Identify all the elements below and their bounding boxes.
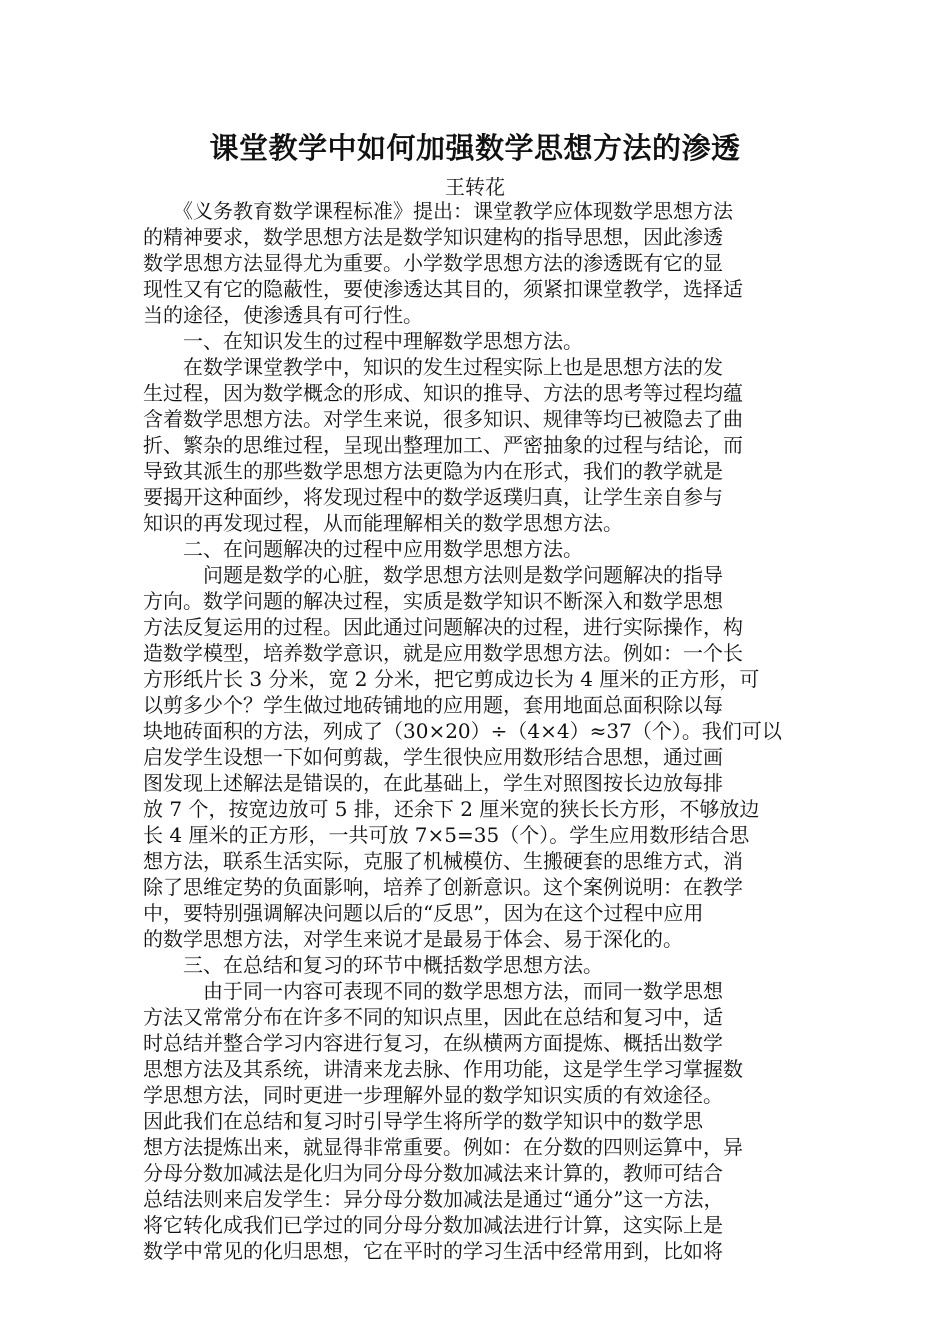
text-line: 导致其派生的那些数学思想方法更隐为内在形式，我们的教学就是 [143, 459, 723, 483]
text-line: 由于同一内容可表现不同的数学思想方法，而同一数学思想 [143, 979, 723, 1003]
text-line: 除了思维定势的负面影响，培养了创新意识。这个案例说明：在教学 [143, 875, 743, 899]
text-line: 知识的再发现过程，从而能理解相关的数学思想方法。 [143, 511, 623, 535]
text-line: 《义务教育数学课程标准》提出：课堂教学应体现数学思想方法 [143, 199, 733, 223]
text-line: 分母分数加减法是化归为同分母分数加减法来计算的，教师可结合 [143, 1161, 723, 1185]
text-line: 启发学生设想一下如何剪裁，学生很快应用数形结合思想，通过画 [143, 745, 723, 769]
text-line: 现性又有它的隐蔽性，要使渗透达其目的，须紧扣课堂教学，选择适 [143, 277, 743, 301]
text-line: 将它转化成我们已学过的同分母分数加减法进行计算，这实际上是 [143, 1213, 723, 1237]
text-line: 思想方法及其系统，讲清来龙去脉、作用功能，这是学生学习掌握数 [143, 1057, 743, 1081]
text-line: 因此我们在总结和复习时引导学生将所学的数学知识中的数学思 [143, 1109, 703, 1133]
text-line: 三、在总结和复习的环节中概括数学思想方法。 [143, 953, 603, 977]
text-line: 方法又常常分布在许多不同的知识点里，因此在总结和复习中，适 [143, 1005, 723, 1029]
text-line: 方法反复运用的过程。因此通过问题解决的过程，进行实际操作，构 [143, 615, 743, 639]
text-line: 图发现上述解法是错误的，在此基础上，学生对照图按长边放每排 [143, 771, 723, 795]
document-title: 课堂教学中如何加强数学思想方法的渗透 [209, 131, 741, 165]
text-line: 总结法则来启发学生：异分母分数加减法是通过“通分”这一方法， [143, 1187, 724, 1211]
text-line: 数学思想方法显得尤为重要。小学数学思想方法的渗透既有它的显 [143, 251, 723, 275]
text-line: 方向。数学问题的解决过程，实质是数学知识不断深入和数学思想 [143, 589, 723, 613]
text-line: 中，要特别强调解决问题以后的“反思”，因为在这个过程中应用 [143, 901, 704, 925]
text-line: 当的途径，使渗透具有可行性。 [143, 303, 423, 327]
author-name: 王转花 [445, 175, 505, 199]
text-line: 想方法，联系生活实际，克服了机械模仿、生搬硬套的思维方式，消 [143, 849, 743, 873]
text-line: 想方法提炼出来，就显得非常重要。例如：在分数的四则运算中，异 [143, 1135, 743, 1159]
text-line: 造数学模型，培养数学意识，就是应用数学思想方法。例如：一个长 [143, 641, 743, 665]
text-line: 问题是数学的心脏，数学思想方法则是数学问题解决的指导 [143, 563, 723, 587]
text-line: 块地砖面积的方法，列成了（30×20）÷（4×4）≈37（个）。我们可以 [143, 719, 782, 743]
text-line: 长 4 厘米的正方形，一共可放 7×5=35（个）。学生应用数形结合思 [143, 823, 750, 847]
text-line: 的数学思想方法，对学生来说才是最易于体会、易于深化的。 [143, 927, 683, 951]
text-line: 要揭开这种面纱，将发现过程中的数学返璞归真，让学生亲自参与 [143, 485, 723, 509]
text-line: 数学中常见的化归思想，它在平时的学习生活中经常用到，比如将 [143, 1239, 723, 1263]
text-line: 方形纸片长 3 分米，宽 2 分米，把它剪成边长为 4 厘米的正方形，可 [143, 667, 760, 691]
text-line: 在数学课堂教学中，知识的发生过程实际上也是思想方法的发 [143, 355, 723, 379]
text-line: 时总结并整合学习内容进行复习，在纵横两方面提炼、概括出数学 [143, 1031, 723, 1055]
text-line: 二、在问题解决的过程中应用数学思想方法。 [143, 537, 583, 561]
text-line: 生过程，因为数学概念的形成、知识的推导、方法的思考等过程均蕴 [143, 381, 743, 405]
body-text [143, 198, 809, 1264]
text-line: 的精神要求，数学思想方法是数学知识建构的指导思想，因此渗透 [143, 225, 723, 249]
text-line: 放 7 个，按宽边放可 5 排，还余下 2 厘米宽的狭长长方形，不够放边 [143, 797, 760, 821]
text-line: 一、在知识发生的过程中理解数学思想方法。 [143, 329, 583, 353]
text-line: 折、繁杂的思维过程，呈现出整理加工、严密抽象的过程与结论，而 [143, 433, 743, 457]
text-line: 含着数学思想方法。对学生来说，很多知识、规律等均已被隐去了曲 [143, 407, 743, 431]
text-line: 学思想方法，同时更进一步理解外显的数学知识实质的有效途径。 [143, 1083, 723, 1107]
text-line: 以剪多少个？学生做过地砖铺地的应用题，套用地面总面积除以每 [143, 693, 723, 717]
